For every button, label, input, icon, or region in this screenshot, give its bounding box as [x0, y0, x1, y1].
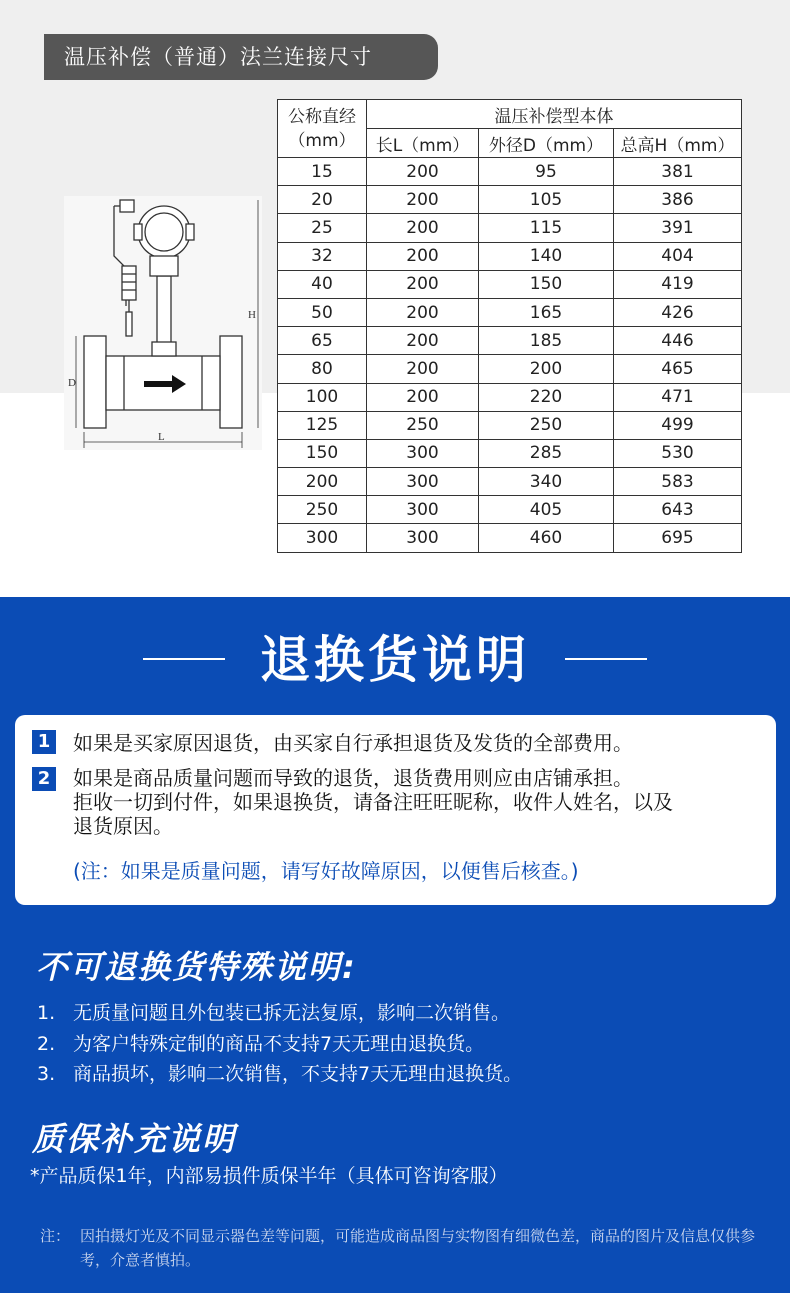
pressure-sensor	[122, 266, 136, 300]
cell-total-height: 643	[614, 496, 742, 524]
table-row	[278, 270, 742, 298]
item-number: 1.	[37, 1002, 56, 1024]
cell-nominal-diameter: 150	[278, 439, 367, 467]
table-row	[278, 298, 742, 326]
cell-length: 300	[367, 439, 479, 467]
cell-total-height: 386	[614, 186, 742, 214]
item-number-badge: 2	[32, 767, 56, 791]
returns-item-2-line2: 拒收一切到付件，如果退换货，请备注旺旺昵称，收件人姓名，以及	[73, 790, 673, 814]
label-d: D	[68, 377, 76, 389]
cell-outer-diameter: 105	[479, 186, 614, 214]
cell-total-height: 426	[614, 298, 742, 326]
cell-outer-diameter: 285	[479, 439, 614, 467]
table-header-row	[278, 100, 742, 129]
cell-total-height: 391	[614, 214, 742, 242]
returns-item-2: 如果是商品质量问题而导致的退货，退货费用则应由店铺承担。	[73, 766, 633, 790]
table-row	[278, 524, 742, 552]
flowmeter-drawing	[64, 196, 262, 450]
cell-nominal-diameter: 40	[278, 270, 367, 298]
cell-total-height: 471	[614, 383, 742, 411]
cell-outer-diameter: 220	[479, 383, 614, 411]
cell-nominal-diameter: 80	[278, 355, 367, 383]
cell-nominal-diameter: 300	[278, 524, 367, 552]
cell-nominal-diameter: 65	[278, 327, 367, 355]
cell-length: 300	[367, 468, 479, 496]
table-row	[278, 439, 742, 467]
cell-length: 200	[367, 355, 479, 383]
item-number: 2.	[37, 1033, 56, 1055]
returns-item-2-line3: 退货原因。	[73, 814, 173, 838]
cell-length: 200	[367, 158, 479, 186]
cell-length: 200	[367, 298, 479, 326]
non-returnable-title: 不可退换货特殊说明:	[36, 948, 357, 986]
cell-outer-diameter: 115	[479, 214, 614, 242]
cell-length: 300	[367, 524, 479, 552]
cell-nominal-diameter: 15	[278, 158, 367, 186]
table-row	[278, 496, 742, 524]
group-header: 温压补偿型本体	[367, 100, 742, 129]
non-returnable-item	[37, 998, 510, 1025]
cell-nominal-diameter: 25	[278, 214, 367, 242]
col-header-length: 长L（mm）	[367, 129, 479, 158]
table-row	[278, 383, 742, 411]
cell-length: 200	[367, 383, 479, 411]
col-header-nominal-diameter	[278, 100, 367, 158]
cell-nominal-diameter: 32	[278, 242, 367, 270]
table-row	[278, 327, 742, 355]
label-h: H	[248, 309, 256, 321]
col-header-outer-diameter: 外径D（mm）	[479, 129, 614, 158]
item-text: 无质量问题且外包装已拆无法复原，影响二次销售。	[73, 1002, 511, 1024]
cell-outer-diameter: 340	[479, 468, 614, 496]
cell-outer-diameter: 140	[479, 242, 614, 270]
item-number: 3.	[37, 1063, 56, 1085]
item-text: 为客户特殊定制的商品不支持7天无理由退换货。	[73, 1033, 485, 1055]
cell-total-height: 404	[614, 242, 742, 270]
label-l: L	[158, 431, 165, 443]
dimension-table	[277, 99, 742, 553]
cell-outer-diameter: 165	[479, 298, 614, 326]
returns-item-1: 如果是买家原因退货，由买家自行承担退货及发货的全部费用。	[73, 731, 633, 755]
table-row	[278, 242, 742, 270]
returns-title: 退换货说明	[260, 631, 530, 689]
cell-nominal-diameter: 200	[278, 468, 367, 496]
flowmeter-diagram	[64, 196, 262, 450]
cell-total-height: 499	[614, 411, 742, 439]
meter-stem	[157, 276, 171, 344]
cell-total-height: 419	[614, 270, 742, 298]
cell-nominal-diameter: 100	[278, 383, 367, 411]
footnote-text: 因拍摄灯光及不同显示器色差等问题，可能造成商品图与实物图有细微色差，商品的图片及信息仅供参考，介意者慎拍。	[80, 1227, 756, 1269]
cell-total-height: 583	[614, 468, 742, 496]
right-flange	[220, 336, 242, 428]
cell-total-height: 695	[614, 524, 742, 552]
table-row	[278, 355, 742, 383]
item-text: 商品损坏，影响二次销售，不支持7天无理由退换货。	[73, 1063, 523, 1085]
header-unit: （mm）	[288, 130, 356, 151]
cell-outer-diameter: 405	[479, 496, 614, 524]
meter-head	[138, 206, 190, 258]
col-header-total-height: 总高H（mm）	[614, 129, 742, 158]
cell-total-height: 530	[614, 439, 742, 467]
returns-note: (注：如果是质量问题，请写好故障原因，以便售后核查。)	[73, 859, 579, 883]
warranty-text: *产品质保1年，内部易损件质保半年（具体可咨询客服）	[30, 1165, 508, 1187]
cell-outer-diameter: 200	[479, 355, 614, 383]
cell-outer-diameter: 460	[479, 524, 614, 552]
cell-total-height: 465	[614, 355, 742, 383]
cell-outer-diameter: 250	[479, 411, 614, 439]
cell-outer-diameter: 185	[479, 327, 614, 355]
table-row	[278, 158, 742, 186]
table-row	[278, 468, 742, 496]
table-row	[278, 214, 742, 242]
cell-length: 200	[367, 270, 479, 298]
cell-total-height: 446	[614, 327, 742, 355]
header-text: 公称直经	[288, 106, 356, 127]
table-row	[278, 411, 742, 439]
cell-length: 200	[367, 327, 479, 355]
cell-nominal-diameter: 125	[278, 411, 367, 439]
cell-nominal-diameter: 50	[278, 298, 367, 326]
cell-outer-diameter: 95	[479, 158, 614, 186]
cell-outer-diameter: 150	[479, 270, 614, 298]
cell-total-height: 381	[614, 158, 742, 186]
item-number-badge: 1	[32, 730, 56, 754]
cell-nominal-diameter: 250	[278, 496, 367, 524]
cell-length: 200	[367, 214, 479, 242]
cell-length: 250	[367, 411, 479, 439]
left-flange	[84, 336, 106, 428]
footnote-label: 注：	[40, 1227, 71, 1245]
table-row	[278, 186, 742, 214]
cell-nominal-diameter: 20	[278, 186, 367, 214]
non-returnable-item	[37, 1059, 522, 1086]
cell-length: 200	[367, 242, 479, 270]
cell-length: 300	[367, 496, 479, 524]
section-title-bar	[44, 34, 438, 80]
warranty-title: 质保补充说明	[32, 1120, 237, 1158]
non-returnable-item	[37, 1029, 484, 1056]
cell-length: 200	[367, 186, 479, 214]
section-title: 温压补偿（普通）法兰连接尺寸	[64, 45, 372, 69]
